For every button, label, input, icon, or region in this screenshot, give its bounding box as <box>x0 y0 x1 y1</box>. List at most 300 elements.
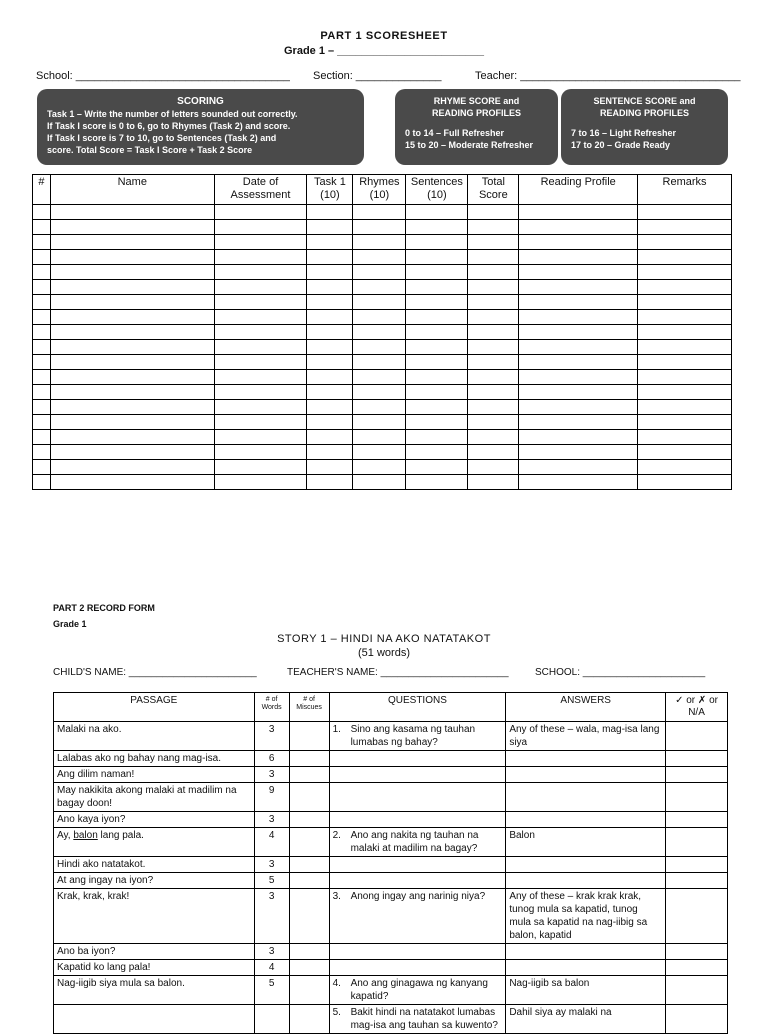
score-entry-cell[interactable] <box>307 400 353 415</box>
answer-cell: Any of these – wala, mag-isa lang siya <box>506 722 666 751</box>
score-entry-cell[interactable] <box>519 235 638 250</box>
check-cell[interactable] <box>666 767 728 783</box>
score-entry-cell[interactable] <box>406 430 468 445</box>
score-entry-cell[interactable] <box>353 250 406 265</box>
score-entry-cell[interactable] <box>406 205 468 220</box>
score-entry-cell[interactable] <box>353 280 406 295</box>
score-entry-cell[interactable] <box>50 295 214 310</box>
question-cell: 5. Bakit hindi na natatakot lumabas mag-isa ang tauhan sa kuwento? <box>329 1005 506 1034</box>
teacher-name-field: TEACHER'S NAME: _______________________ <box>287 667 509 678</box>
passage-cell: Hindi ako natatakot. <box>54 857 255 873</box>
passage-cell: Lalabas ako ng bahay nang mag-isa. <box>54 751 255 767</box>
score-entry-cell[interactable] <box>307 385 353 400</box>
table-row <box>33 280 732 295</box>
record-header-row <box>54 693 728 722</box>
score-entry-cell[interactable] <box>307 280 353 295</box>
score-entry-cell[interactable] <box>307 460 353 475</box>
score-entry-cell[interactable] <box>50 235 214 250</box>
miscues-cell[interactable] <box>289 976 329 1005</box>
table-row <box>33 355 732 370</box>
score-entry-cell[interactable] <box>406 400 468 415</box>
check-cell[interactable] <box>666 751 728 767</box>
miscues-cell[interactable] <box>289 783 329 812</box>
col-rhymes: Rhymes (10) <box>353 175 406 205</box>
score-entry-cell[interactable] <box>33 385 51 400</box>
score-entry-cell[interactable] <box>307 415 353 430</box>
score-entry-cell[interactable] <box>50 250 214 265</box>
score-entry-cell[interactable] <box>406 355 468 370</box>
score-entry-cell[interactable] <box>638 280 732 295</box>
question-cell: 2. Ano ang nakita ng tauhan na malaki at madilim na bagay? <box>329 828 506 857</box>
words-cell: 3 <box>254 722 289 751</box>
score-entry-cell[interactable] <box>406 460 468 475</box>
score-entry-cell[interactable] <box>406 340 468 355</box>
col-task1: Task 1 (10) <box>307 175 353 205</box>
score-entry-cell[interactable] <box>519 475 638 490</box>
score-entry-cell[interactable] <box>50 340 214 355</box>
table-row <box>33 235 732 250</box>
score-entry-cell[interactable] <box>353 295 406 310</box>
score-entry-cell[interactable] <box>468 415 519 430</box>
score-entry-cell[interactable] <box>33 340 51 355</box>
score-entry-cell[interactable] <box>638 310 732 325</box>
score-entry-cell[interactable] <box>638 445 732 460</box>
miscues-cell[interactable] <box>289 751 329 767</box>
score-entry-cell[interactable] <box>406 310 468 325</box>
table-row <box>33 265 732 280</box>
score-entry-cell[interactable] <box>519 340 638 355</box>
score-entry-cell[interactable] <box>50 415 214 430</box>
passage-cell: Ano ba iyon? <box>54 944 255 960</box>
check-cell[interactable] <box>666 873 728 889</box>
score-entry-cell[interactable] <box>519 265 638 280</box>
score-entry-cell[interactable] <box>33 400 51 415</box>
score-entry-cell[interactable] <box>33 370 51 385</box>
score-entry-cell[interactable] <box>519 205 638 220</box>
score-entry-cell[interactable] <box>33 235 51 250</box>
score-entry-cell[interactable] <box>638 205 732 220</box>
score-entry-cell[interactable] <box>33 220 51 235</box>
score-entry-cell[interactable] <box>519 220 638 235</box>
score-entry-cell[interactable] <box>50 265 214 280</box>
score-entry-cell[interactable] <box>638 400 732 415</box>
score-entry-cell[interactable] <box>214 385 307 400</box>
col-sentences: Sentences (10) <box>406 175 468 205</box>
score-entry-cell[interactable] <box>50 385 214 400</box>
words-cell: 9 <box>254 783 289 812</box>
words-cell: 3 <box>254 889 289 944</box>
score-entry-cell[interactable] <box>468 205 519 220</box>
score-entry-cell[interactable] <box>638 385 732 400</box>
answer-cell <box>506 960 666 976</box>
score-entry-cell[interactable] <box>50 220 214 235</box>
score-entry-cell[interactable] <box>214 400 307 415</box>
words-cell: 3 <box>254 767 289 783</box>
score-entry-cell[interactable] <box>519 295 638 310</box>
score-entry-cell[interactable] <box>353 445 406 460</box>
score-entry-cell[interactable] <box>519 400 638 415</box>
score-entry-cell[interactable] <box>638 325 732 340</box>
score-entry-cell[interactable] <box>406 445 468 460</box>
sentence-score-box <box>561 89 728 165</box>
miscues-cell[interactable] <box>289 857 329 873</box>
table-row <box>33 400 732 415</box>
score-entry-cell[interactable] <box>33 460 51 475</box>
score-entry-cell[interactable] <box>468 400 519 415</box>
question-cell: 3. Anong ingay ang narinig niya? <box>329 889 506 944</box>
passage-cell: Ay, balon lang pala. <box>54 828 255 857</box>
passage-cell: Kapatid ko lang pala! <box>54 960 255 976</box>
table-row <box>54 1005 728 1034</box>
score-entry-cell[interactable] <box>353 385 406 400</box>
table-row <box>33 220 732 235</box>
check-cell[interactable] <box>666 783 728 812</box>
score-entry-cell[interactable] <box>638 355 732 370</box>
score-entry-cell[interactable] <box>33 250 51 265</box>
answer-cell: Balon <box>506 828 666 857</box>
score-entry-cell[interactable] <box>307 250 353 265</box>
col-total: Total Score <box>468 175 519 205</box>
score-entry-cell[interactable] <box>468 265 519 280</box>
check-cell[interactable] <box>666 828 728 857</box>
score-entry-cell[interactable] <box>214 220 307 235</box>
child-name-field: CHILD'S NAME: _______________________ <box>53 667 257 678</box>
score-entry-cell[interactable] <box>214 235 307 250</box>
score-entry-cell[interactable] <box>638 370 732 385</box>
words-cell: 4 <box>254 828 289 857</box>
score-entry-cell[interactable] <box>406 235 468 250</box>
score-entry-cell[interactable] <box>33 265 51 280</box>
score-entry-cell[interactable] <box>519 445 638 460</box>
score-entry-cell[interactable] <box>50 430 214 445</box>
score-entry-cell[interactable] <box>638 415 732 430</box>
check-cell[interactable] <box>666 812 728 828</box>
words-cell: 3 <box>254 857 289 873</box>
sentence-profile-line: 17 to 20 – Grade Ready <box>571 140 671 150</box>
score-entry-cell[interactable] <box>353 355 406 370</box>
score-entry-cell[interactable] <box>50 280 214 295</box>
score-entry-cell[interactable] <box>353 400 406 415</box>
score-entry-cell[interactable] <box>307 325 353 340</box>
score-entry-cell[interactable] <box>214 340 307 355</box>
score-entry-cell[interactable] <box>353 235 406 250</box>
score-entry-cell[interactable] <box>468 460 519 475</box>
score-entry-cell[interactable] <box>519 250 638 265</box>
score-entry-cell[interactable] <box>353 205 406 220</box>
answer-cell <box>506 767 666 783</box>
score-entry-cell[interactable] <box>638 265 732 280</box>
words-cell: 3 <box>254 812 289 828</box>
score-entry-cell[interactable] <box>353 310 406 325</box>
table-row <box>33 325 732 340</box>
table-row <box>33 340 732 355</box>
score-entry-cell[interactable] <box>50 310 214 325</box>
score-entry-cell[interactable] <box>519 325 638 340</box>
score-entry-cell[interactable] <box>353 475 406 490</box>
score-entry-cell[interactable] <box>214 355 307 370</box>
score-entry-cell[interactable] <box>214 250 307 265</box>
score-entry-cell[interactable] <box>307 235 353 250</box>
question-cell <box>329 873 506 889</box>
part2-grade: Grade 1 <box>53 619 87 629</box>
score-entry-cell[interactable] <box>33 475 51 490</box>
score-entry-cell[interactable] <box>519 385 638 400</box>
check-cell[interactable] <box>666 722 728 751</box>
score-entry-cell[interactable] <box>638 250 732 265</box>
question-cell <box>329 944 506 960</box>
part1-grade-field: Grade 1 – ________________________ <box>283 45 485 57</box>
score-entry-cell[interactable] <box>307 430 353 445</box>
score-entry-cell[interactable] <box>468 370 519 385</box>
answer-cell <box>506 857 666 873</box>
table-row <box>54 767 728 783</box>
table-row <box>33 460 732 475</box>
table-row <box>33 205 732 220</box>
score-entry-cell[interactable] <box>406 265 468 280</box>
rhyme-profile-line: 15 to 20 – Moderate Refresher <box>405 140 534 150</box>
miscues-cell[interactable] <box>289 944 329 960</box>
score-entry-cell[interactable] <box>468 475 519 490</box>
score-entry-cell[interactable] <box>214 445 307 460</box>
check-cell[interactable] <box>666 1005 728 1034</box>
score-entry-cell[interactable] <box>468 355 519 370</box>
part1-score-table <box>32 174 732 490</box>
score-entry-cell[interactable] <box>214 205 307 220</box>
section-field: Section: ______________ <box>313 70 442 82</box>
score-entry-cell[interactable] <box>33 310 51 325</box>
scoring-line: Task 1 – Write the number of letters sounded out correctly. <box>47 109 298 119</box>
score-entry-cell[interactable] <box>33 415 51 430</box>
check-cell[interactable] <box>666 857 728 873</box>
col-answers: ANSWERS <box>506 693 666 722</box>
score-entry-cell[interactable] <box>353 415 406 430</box>
words-cell: 5 <box>254 976 289 1005</box>
miscues-cell[interactable] <box>289 1005 329 1034</box>
scoring-box <box>37 89 364 165</box>
score-entry-cell[interactable] <box>214 280 307 295</box>
score-entry-cell[interactable] <box>307 370 353 385</box>
score-entry-cell[interactable] <box>468 220 519 235</box>
score-entry-cell[interactable] <box>468 310 519 325</box>
check-cell[interactable] <box>666 960 728 976</box>
score-entry-cell[interactable] <box>307 340 353 355</box>
score-entry-cell[interactable] <box>468 340 519 355</box>
rhyme-box-subtitle: READING PROFILES <box>431 108 521 118</box>
score-entry-cell[interactable] <box>638 235 732 250</box>
miscues-cell[interactable] <box>289 828 329 857</box>
score-entry-cell[interactable] <box>468 235 519 250</box>
table-row <box>33 310 732 325</box>
question-cell <box>329 857 506 873</box>
score-entry-cell[interactable] <box>214 265 307 280</box>
table-row <box>33 430 732 445</box>
passage-cell: Krak, krak, krak! <box>54 889 255 944</box>
rhyme-profile-line: 0 to 14 – Full Refresher <box>405 128 505 138</box>
score-entry-cell[interactable] <box>519 355 638 370</box>
table-row <box>54 873 728 889</box>
score-entry-cell[interactable] <box>638 220 732 235</box>
score-entry-cell[interactable] <box>50 325 214 340</box>
miscues-cell[interactable] <box>289 873 329 889</box>
table-row <box>54 828 728 857</box>
score-entry-cell[interactable] <box>468 325 519 340</box>
score-entry-cell[interactable] <box>519 415 638 430</box>
score-entry-cell[interactable] <box>353 265 406 280</box>
score-entry-cell[interactable] <box>50 475 214 490</box>
score-entry-cell[interactable] <box>214 415 307 430</box>
answer-cell: Nag-iigib sa balon <box>506 976 666 1005</box>
miscues-cell[interactable] <box>289 812 329 828</box>
miscues-cell[interactable] <box>289 722 329 751</box>
score-entry-cell[interactable] <box>519 430 638 445</box>
words-cell: 6 <box>254 751 289 767</box>
check-cell[interactable] <box>666 944 728 960</box>
score-entry-cell[interactable] <box>307 220 353 235</box>
table-row <box>33 370 732 385</box>
table-row <box>33 385 732 400</box>
score-entry-cell[interactable] <box>50 445 214 460</box>
underlined-word: balon <box>73 830 98 841</box>
part2-record-table <box>53 692 728 1034</box>
score-entry-cell[interactable] <box>33 295 51 310</box>
story-title: STORY 1 – HINDI NA AKO NATATAKOT <box>277 633 491 645</box>
score-entry-cell[interactable] <box>519 310 638 325</box>
score-entry-cell[interactable] <box>214 325 307 340</box>
table-row <box>33 445 732 460</box>
score-entry-cell[interactable] <box>307 355 353 370</box>
score-entry-cell[interactable] <box>468 280 519 295</box>
score-entry-cell[interactable] <box>406 220 468 235</box>
col-check: ✓ or ✗ or N/A <box>666 693 728 722</box>
part2-label: PART 2 RECORD FORM <box>53 603 155 613</box>
table-row <box>54 812 728 828</box>
sentence-profile-line: 7 to 16 – Light Refresher <box>571 128 677 138</box>
score-entry-cell[interactable] <box>50 205 214 220</box>
score-entry-cell[interactable] <box>50 370 214 385</box>
scoring-line: If Task I score is 0 to 6, go to Rhymes (Task 2) and score. <box>47 121 291 131</box>
score-entry-cell[interactable] <box>638 340 732 355</box>
words-cell: 4 <box>254 960 289 976</box>
col-remarks: Remarks <box>638 175 732 205</box>
score-entry-cell[interactable] <box>214 430 307 445</box>
question-cell <box>329 812 506 828</box>
score-entry-cell[interactable] <box>33 355 51 370</box>
score-entry-cell[interactable] <box>353 325 406 340</box>
col-num-miscues: # of Miscues <box>289 693 329 722</box>
score-entry-cell[interactable] <box>214 475 307 490</box>
score-entry-cell[interactable] <box>519 370 638 385</box>
score-entry-cell[interactable] <box>307 205 353 220</box>
answer-cell <box>506 783 666 812</box>
miscues-cell[interactable] <box>289 767 329 783</box>
table-row <box>54 857 728 873</box>
table-row <box>54 751 728 767</box>
score-entry-cell[interactable] <box>33 430 51 445</box>
score-entry-cell[interactable] <box>406 385 468 400</box>
score-entry-cell[interactable] <box>468 445 519 460</box>
words-cell: 5 <box>254 873 289 889</box>
score-entry-cell[interactable] <box>468 295 519 310</box>
answer-cell: Any of these – krak krak krak, tunog mula sa kapatid, tunog mula sa kapatid na nag-iibig sa balon, kapatid <box>506 889 666 944</box>
col-number: # <box>33 175 51 205</box>
school-name-field: SCHOOL: ______________________ <box>535 667 706 678</box>
question-cell <box>329 751 506 767</box>
answer-cell <box>506 812 666 828</box>
check-cell[interactable] <box>666 976 728 1005</box>
score-entry-cell[interactable] <box>468 250 519 265</box>
miscues-cell[interactable] <box>289 960 329 976</box>
score-entry-cell[interactable] <box>406 295 468 310</box>
passage-cell: Nag-iigib siya mula sa balon. <box>54 976 255 1005</box>
question-cell <box>329 783 506 812</box>
score-entry-cell[interactable] <box>307 295 353 310</box>
score-entry-cell[interactable] <box>406 325 468 340</box>
check-cell[interactable] <box>666 889 728 944</box>
score-entry-cell[interactable] <box>638 295 732 310</box>
score-entry-cell[interactable] <box>406 370 468 385</box>
score-entry-cell[interactable] <box>33 325 51 340</box>
passage-cell: Ang dilim naman! <box>54 767 255 783</box>
score-entry-cell[interactable] <box>33 445 51 460</box>
score-entry-cell[interactable] <box>406 280 468 295</box>
score-entry-cell[interactable] <box>468 430 519 445</box>
score-entry-cell[interactable] <box>468 385 519 400</box>
score-entry-cell[interactable] <box>638 460 732 475</box>
score-entry-cell[interactable] <box>638 475 732 490</box>
score-entry-cell[interactable] <box>214 310 307 325</box>
score-entry-cell[interactable] <box>50 400 214 415</box>
question-cell: 1. Sino ang kasama ng tauhan lumabas ng bahay? <box>329 722 506 751</box>
score-entry-cell[interactable] <box>406 415 468 430</box>
score-entry-cell[interactable] <box>307 475 353 490</box>
answer-cell <box>506 944 666 960</box>
score-entry-cell[interactable] <box>353 430 406 445</box>
score-entry-cell[interactable] <box>406 475 468 490</box>
score-entry-cell[interactable] <box>519 280 638 295</box>
score-entry-cell[interactable] <box>50 355 214 370</box>
score-entry-cell[interactable] <box>353 220 406 235</box>
score-entry-cell[interactable] <box>214 295 307 310</box>
score-entry-cell[interactable] <box>50 460 214 475</box>
score-entry-cell[interactable] <box>214 370 307 385</box>
miscues-cell[interactable] <box>289 889 329 944</box>
school-field: School: ___________________________________ <box>36 70 290 82</box>
table-row <box>54 944 728 960</box>
score-entry-cell[interactable] <box>33 205 51 220</box>
score-entry-cell[interactable] <box>353 460 406 475</box>
question-cell <box>329 960 506 976</box>
passage-cell: At ang ingay na iyon? <box>54 873 255 889</box>
part1-title: PART 1 SCORESHEET <box>320 30 448 42</box>
table-row <box>54 976 728 1005</box>
score-entry-cell[interactable] <box>638 430 732 445</box>
score-entry-cell[interactable] <box>307 445 353 460</box>
score-entry-cell[interactable] <box>214 460 307 475</box>
score-entry-cell[interactable] <box>307 310 353 325</box>
score-entry-cell[interactable] <box>353 370 406 385</box>
table-header-row <box>33 175 732 205</box>
score-entry-cell[interactable] <box>406 250 468 265</box>
answer-cell <box>506 873 666 889</box>
words-cell <box>254 1005 289 1034</box>
answer-cell <box>506 751 666 767</box>
score-entry-cell[interactable] <box>353 340 406 355</box>
score-entry-cell[interactable] <box>33 280 51 295</box>
score-entry-cell[interactable] <box>519 460 638 475</box>
col-passage: PASSAGE <box>54 693 255 722</box>
score-entry-cell[interactable] <box>307 265 353 280</box>
teacher-field: Teacher: ____________________________________ <box>475 70 741 82</box>
